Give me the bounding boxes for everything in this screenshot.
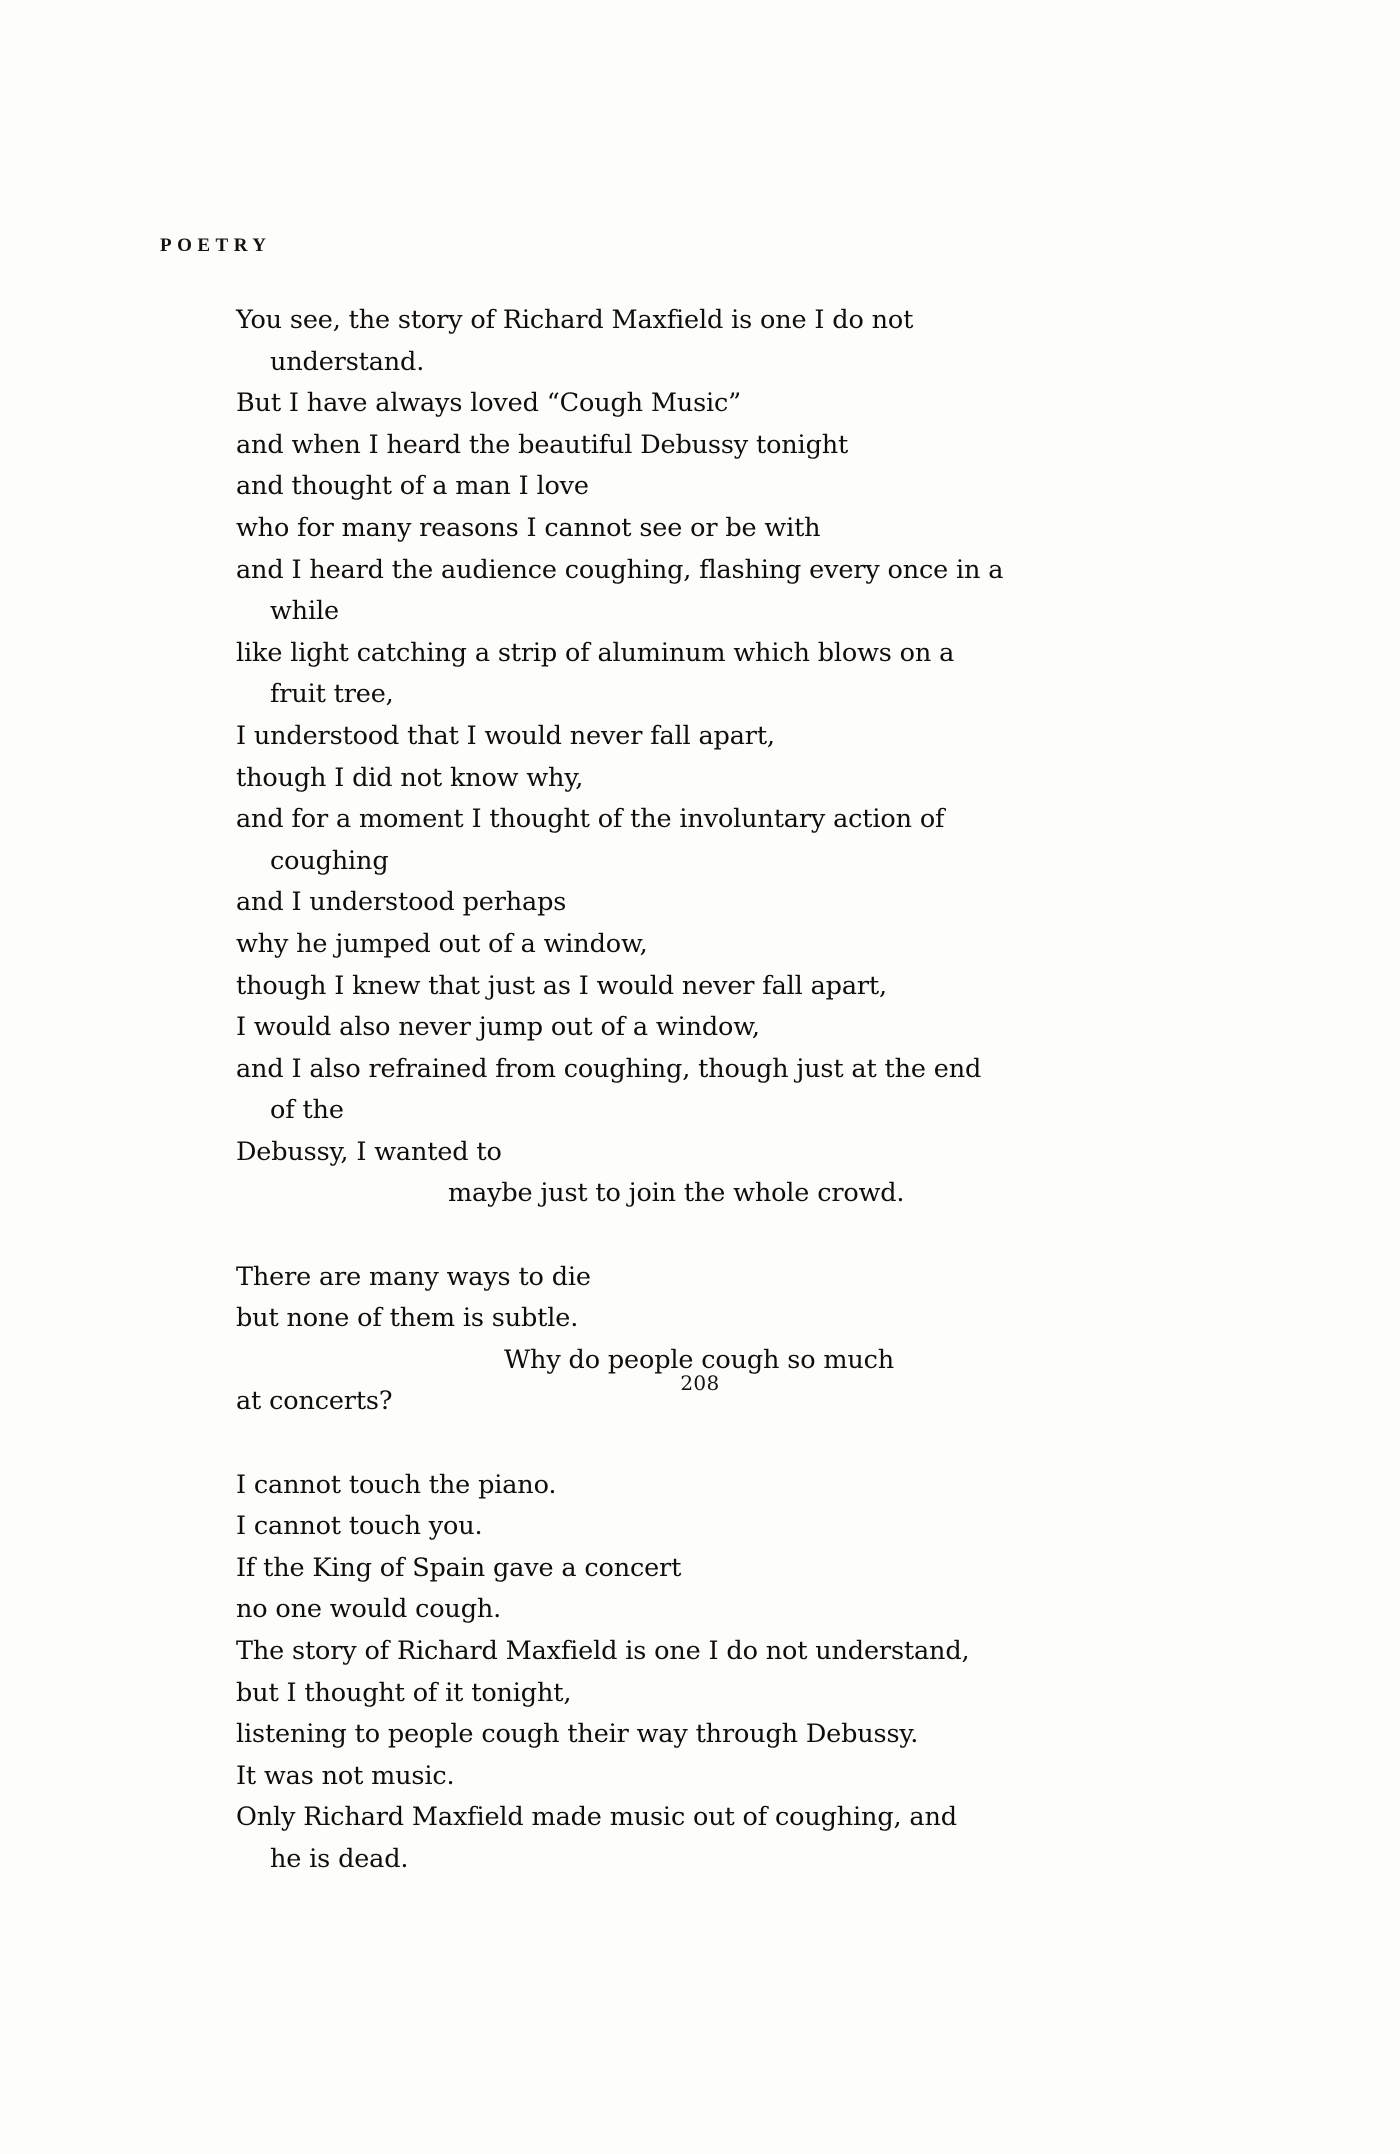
poem-line: Only Richard Maxfield made music out of coughing, and <box>236 1802 957 1833</box>
poem-line: and thought of a man I love <box>236 471 589 502</box>
poem-line: and I understood perhaps <box>236 887 567 918</box>
poem-line: while <box>270 596 339 627</box>
poem-line: and when I heard the beautiful Debussy tonight <box>236 429 849 460</box>
stanza-break <box>236 1215 1096 1257</box>
poem-line: of the <box>270 1095 344 1126</box>
running-head: POETRY <box>160 235 272 256</box>
poem-line: but none of them is subtle. <box>236 1303 579 1334</box>
poem-line: and for a moment I thought of the involuntary action of <box>236 804 945 835</box>
poem-line: and I also refrained from coughing, though just at the end <box>236 1053 982 1084</box>
poem-line: understand. <box>270 346 425 377</box>
poem-line: You see, the story of Richard Maxfield is one I do not <box>236 305 914 335</box>
poem-line: Debussy, I wanted to <box>236 1136 502 1167</box>
stanza <box>236 1465 1096 1881</box>
poem-line: If the King of Spain gave a concert <box>236 1552 682 1583</box>
poem-line: coughing <box>270 845 389 876</box>
poem-line: fruit tree, <box>270 679 394 710</box>
poem-line: but I thought of it tonight, <box>236 1677 572 1708</box>
stanza <box>236 300 1096 1215</box>
poem-line: no one would cough. <box>236 1594 502 1625</box>
poem-line: though I did not know why, <box>236 762 584 793</box>
stanza-break <box>236 1423 1096 1465</box>
poem-line: I would also never jump out of a window, <box>236 1012 760 1043</box>
poem-line: I understood that I would never fall apart, <box>236 720 775 751</box>
poem-line: I cannot touch you. <box>236 1511 483 1542</box>
poem-line: who for many reasons I cannot see or be with <box>236 512 821 543</box>
poem-line: Why do people cough so much <box>504 1344 895 1375</box>
poem-line: he is dead. <box>270 1843 409 1874</box>
poem-line: at concerts? <box>236 1386 393 1417</box>
poem-line: It was not music. <box>236 1760 455 1791</box>
poem-line: But I have always loved “Cough Music” <box>236 388 742 419</box>
poem-line: and I heard the audience coughing, flashing every once in a <box>236 554 1004 585</box>
poem-line: why he jumped out of a window, <box>236 928 648 959</box>
poem-line: though I knew that just as I would never fall apart, <box>236 970 887 1001</box>
page-number: 208 <box>680 1371 720 1395</box>
poem-body <box>236 300 1096 1881</box>
poem-line: I cannot touch the piano. <box>236 1469 557 1500</box>
poem-line: like light catching a strip of aluminum which blows on a <box>236 637 955 668</box>
poem-line: The story of Richard Maxfield is one I do not understand, <box>236 1636 970 1666</box>
poem-line: listening to people cough their way through Debussy. <box>236 1719 919 1750</box>
poem-line: There are many ways to die <box>236 1261 591 1292</box>
stanza <box>236 1257 1096 1423</box>
poem-line: maybe just to join the whole crowd. <box>448 1178 905 1209</box>
